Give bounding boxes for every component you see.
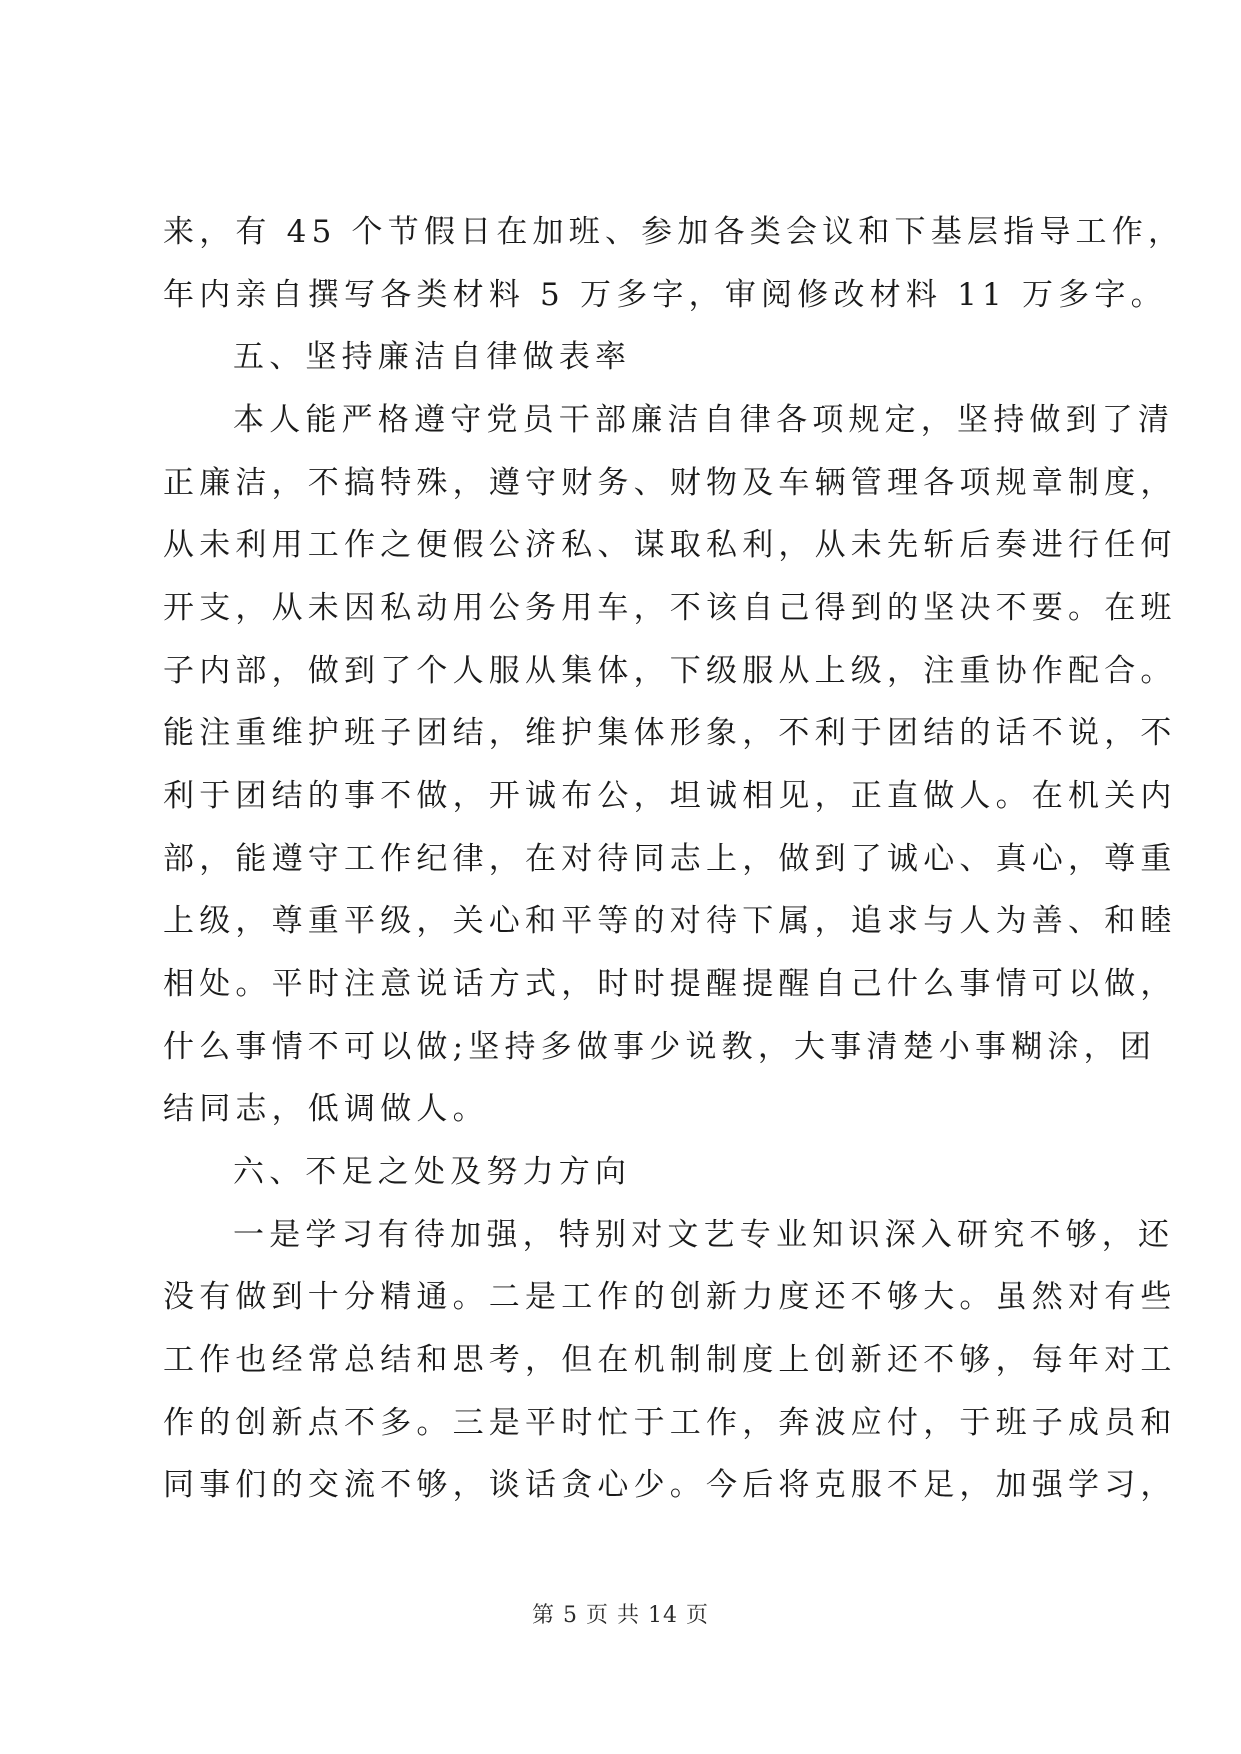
body-line-8: 子内部，做到了个人服从集体，下级服从上级，注重协作配合。 (163, 653, 1177, 689)
body-line-1: 来，有 45 个节假日在加班、参加各类会议和下基层指导工作， (163, 214, 1185, 250)
section-heading-6: 六、不足之处及努力方向 (233, 1154, 632, 1190)
body-line-19: 工作也经常总结和思考，但在机制制度上创新还不够，每年对工 (163, 1342, 1177, 1378)
body-line-4: 本人能严格遵守党员干部廉洁自律各项规定，坚持做到了清 (233, 402, 1175, 438)
body-line-21: 同事们的交流不够，谈话贪心少。今后将克服不足，加强学习， (163, 1467, 1177, 1503)
body-line-12: 上级，尊重平级，关心和平等的对待下属，追求与人为善、和睦 (163, 903, 1177, 939)
page-footer: 第 5 页 共 14 页 (532, 1603, 709, 1628)
body-line-2: 年内亲自撰写各类材料 5 万多字，审阅修改材料 11 万多字。 (163, 277, 1167, 313)
body-line-15: 结同志，低调做人。 (163, 1091, 489, 1127)
body-line-14: 什么事情不可以做;坚持多做事少说教，大事清楚小事糊涂，团 (163, 1029, 1157, 1065)
body-line-17: 一是学习有待加强，特别对文艺专业知识深入研究不够，还 (233, 1217, 1175, 1253)
body-line-5: 正廉洁，不搞特殊，遵守财务、财物及车辆管理各项规章制度， (163, 465, 1177, 501)
section-heading-5: 五、坚持廉洁自律做表率 (233, 339, 632, 375)
body-line-9: 能注重维护班子团结，维护集体形象，不利于团结的话不说，不 (163, 715, 1177, 751)
body-line-13: 相处。平时注意说话方式，时时提醒提醒自己什么事情可以做， (163, 966, 1177, 1002)
body-line-20: 作的创新点不多。三是平时忙于工作，奔波应付，于班子成员和 (163, 1405, 1177, 1441)
body-line-6: 从未利用工作之便假公济私、谋取私利，从未先斩后奏进行任何 (163, 527, 1177, 563)
body-line-7: 开支，从未因私动用公务用车，不该自己得到的坚决不要。在班 (163, 590, 1177, 626)
body-line-10: 利于团结的事不做，开诚布公，坦诚相见，正直做人。在机关内 (163, 778, 1177, 814)
body-line-11: 部，能遵守工作纪律，在对待同志上，做到了诚心、真心，尊重 (163, 841, 1177, 877)
body-line-18: 没有做到十分精通。二是工作的创新力度还不够大。虽然对有些 (163, 1279, 1177, 1315)
